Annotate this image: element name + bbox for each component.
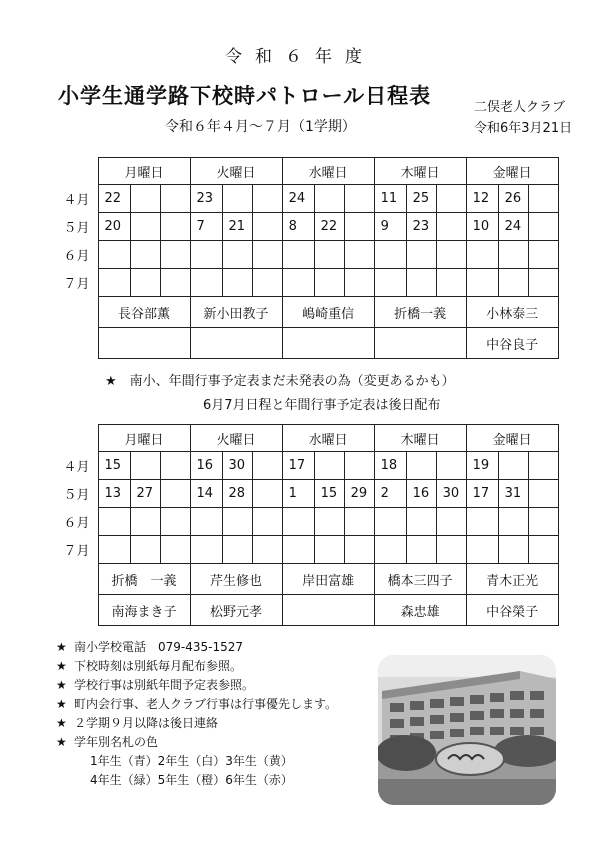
month-label: ７月 [44, 536, 98, 564]
date-cell [160, 452, 190, 480]
date-cell [406, 536, 436, 564]
date-cell: 30 [436, 480, 466, 508]
club-name: 二俣老人クラブ [474, 100, 566, 115]
patrol-member-name: 新小田教子 [190, 297, 282, 328]
date-cell [436, 213, 466, 241]
date-cell [528, 185, 558, 213]
month-row [44, 185, 558, 213]
day-header: 金曜日 [466, 158, 558, 185]
date-cell [130, 241, 160, 269]
date-cell [406, 508, 436, 536]
issue-date: 令和6年3月21日 [474, 121, 573, 136]
month-row [44, 213, 558, 241]
date-cell [282, 269, 314, 297]
star-icon: ★ [56, 716, 67, 730]
date-cell [222, 536, 252, 564]
date-cell [498, 536, 528, 564]
month-row [44, 480, 558, 508]
schedule-table-1 [44, 157, 559, 359]
note-item: ★ 南小学校電話 079-435-1527 [56, 638, 337, 657]
date-cell [436, 536, 466, 564]
date-cell [160, 213, 190, 241]
date-cell [314, 508, 344, 536]
date-cell [252, 480, 282, 508]
month-label: ７月 [44, 269, 98, 297]
patrol-member-name: 南海まき子 [98, 595, 190, 626]
date-cell: 23 [190, 185, 222, 213]
date-cell: 13 [98, 480, 130, 508]
date-cell: 23 [406, 213, 436, 241]
date-cell [252, 185, 282, 213]
day-header-row [44, 158, 558, 185]
patrol-member-name: 橋本三四子 [374, 564, 466, 595]
date-cell [344, 241, 374, 269]
patrol-member-name: 中谷榮子 [466, 595, 558, 626]
month-row [44, 241, 558, 269]
note-item: ★ 学校行事は別紙年間予定表参照。 [56, 676, 337, 695]
corner-cell [44, 425, 98, 452]
day-header: 金曜日 [466, 425, 558, 452]
date-cell [160, 241, 190, 269]
patrol-names-row [44, 595, 558, 626]
date-cell [436, 269, 466, 297]
date-cell [222, 185, 252, 213]
date-cell [252, 269, 282, 297]
date-cell: 16 [406, 480, 436, 508]
date-cell [436, 508, 466, 536]
note-item: ★ 学年別名札の色 [56, 733, 337, 752]
day-header: 木曜日 [374, 425, 466, 452]
date-cell [528, 213, 558, 241]
date-cell: 15 [314, 480, 344, 508]
date-cell: 21 [222, 213, 252, 241]
patrol-member-name: 折橋 一義 [98, 564, 190, 595]
date-cell [498, 452, 528, 480]
date-cell: 24 [282, 185, 314, 213]
date-cell: 25 [406, 185, 436, 213]
date-cell: 28 [222, 480, 252, 508]
date-cell [374, 241, 406, 269]
patrol-member-name: 青木正光 [466, 564, 558, 595]
date-cell [406, 452, 436, 480]
note-item: ★ 町内会行事、老人クラブ行事は行事優先します。 [56, 695, 337, 714]
date-cell [498, 241, 528, 269]
patrol-member-name: 松野元孝 [190, 595, 282, 626]
date-cell [374, 508, 406, 536]
patrol-member-name: 芹生修也 [190, 564, 282, 595]
date-cell [528, 452, 558, 480]
month-row [44, 452, 558, 480]
date-cell [436, 241, 466, 269]
corner-cell [44, 158, 98, 185]
date-cell [528, 508, 558, 536]
date-cell: 29 [344, 480, 374, 508]
date-cell [344, 508, 374, 536]
date-cell [406, 241, 436, 269]
patrol-member-name [98, 328, 190, 359]
date-cell [130, 508, 160, 536]
date-cell: 15 [98, 452, 130, 480]
patrol-member-name: 長谷部薫 [98, 297, 190, 328]
patrol-member-name: 森忠雄 [374, 595, 466, 626]
date-cell [130, 185, 160, 213]
date-cell: 19 [466, 452, 498, 480]
patrol-member-name [282, 595, 374, 626]
date-cell [190, 241, 222, 269]
spacer-cell [44, 595, 98, 626]
date-cell: 1 [282, 480, 314, 508]
patrol-member-name [282, 328, 374, 359]
date-cell [160, 480, 190, 508]
date-cell [436, 452, 466, 480]
schedule-body-1 [44, 158, 558, 359]
month-label: ５月 [44, 480, 98, 508]
star-icon: ★ [56, 640, 67, 654]
date-cell [344, 213, 374, 241]
patrol-member-name: 中谷良子 [466, 328, 558, 359]
date-cell: 9 [374, 213, 406, 241]
schedule-table-2 [44, 424, 559, 626]
date-cell: 24 [498, 213, 528, 241]
date-cell: 14 [190, 480, 222, 508]
date-cell: 22 [314, 213, 344, 241]
schedule-body-2 [44, 425, 558, 626]
notes-list [56, 638, 337, 790]
month-row [44, 269, 558, 297]
date-cell [344, 185, 374, 213]
page-title: 小学生通学路下校時パトロール日程表 [58, 84, 432, 108]
date-cell [528, 536, 558, 564]
day-header: 火曜日 [190, 425, 282, 452]
date-cell [130, 213, 160, 241]
date-cell [222, 269, 252, 297]
patrol-member-name: 岸田富雄 [282, 564, 374, 595]
patrol-names-row [44, 328, 558, 359]
date-cell [98, 241, 130, 269]
date-cell [190, 269, 222, 297]
date-cell: 30 [222, 452, 252, 480]
day-header: 火曜日 [190, 158, 282, 185]
date-cell [528, 269, 558, 297]
date-cell: 2 [374, 480, 406, 508]
patrol-member-name [374, 328, 466, 359]
spacer-cell [44, 297, 98, 328]
month-row [44, 508, 558, 536]
day-header: 木曜日 [374, 158, 466, 185]
patrol-member-name: 折橋一義 [374, 297, 466, 328]
date-cell: 22 [98, 185, 130, 213]
star-icon: ★ [56, 678, 67, 692]
date-cell [466, 536, 498, 564]
date-cell [190, 536, 222, 564]
date-cell [282, 508, 314, 536]
date-cell [98, 508, 130, 536]
date-cell [498, 269, 528, 297]
date-cell [344, 536, 374, 564]
note-item: ★ ２学期９月以降は後日連絡 [56, 714, 337, 733]
date-cell [160, 185, 190, 213]
day-header: 月曜日 [98, 158, 190, 185]
date-cell [160, 508, 190, 536]
note-item: ★ 下校時刻は別紙毎月配布参照。 [56, 657, 337, 676]
date-cell [374, 269, 406, 297]
date-cell [98, 536, 130, 564]
date-cell [406, 269, 436, 297]
month-label: ５月 [44, 213, 98, 241]
nametag-colors-2: 4年生（緑）5年生（橙）6年生（赤） [90, 773, 293, 787]
date-cell [98, 269, 130, 297]
spacer-cell [44, 564, 98, 595]
date-cell [160, 269, 190, 297]
date-cell: 27 [130, 480, 160, 508]
date-cell [344, 269, 374, 297]
star-icon: ★ [56, 659, 67, 673]
date-cell: 31 [498, 480, 528, 508]
star-icon: ★ [56, 735, 67, 749]
date-cell [314, 241, 344, 269]
term-subtitle: 令和６年４月～７月（1学期） [165, 119, 356, 135]
patrol-names-row [44, 297, 558, 328]
month-label: ４月 [44, 452, 98, 480]
date-cell: 17 [466, 480, 498, 508]
date-cell [466, 508, 498, 536]
date-cell [374, 536, 406, 564]
date-cell [222, 241, 252, 269]
era-title: 令和６年度 [225, 47, 375, 67]
day-header: 月曜日 [98, 425, 190, 452]
date-cell [252, 241, 282, 269]
date-cell [314, 185, 344, 213]
date-cell [222, 508, 252, 536]
date-cell [436, 185, 466, 213]
date-cell [160, 536, 190, 564]
date-cell: 20 [98, 213, 130, 241]
date-cell [314, 452, 344, 480]
date-cell [314, 269, 344, 297]
school-building-photo [378, 655, 556, 805]
date-cell [190, 508, 222, 536]
date-cell [466, 269, 498, 297]
spacer-cell [44, 328, 98, 359]
day-header: 水曜日 [282, 158, 374, 185]
date-cell [282, 536, 314, 564]
date-cell: 26 [498, 185, 528, 213]
date-cell: 12 [466, 185, 498, 213]
date-cell [252, 213, 282, 241]
date-cell: 10 [466, 213, 498, 241]
date-cell [282, 241, 314, 269]
date-cell: 8 [282, 213, 314, 241]
patrol-member-name: 小林泰三 [466, 297, 558, 328]
notice-line-1: ★ 南小、年間行事予定表まだ未発表の為（変更あるかも） [105, 374, 455, 389]
date-cell [528, 480, 558, 508]
day-header-row [44, 425, 558, 452]
month-row [44, 536, 558, 564]
date-cell: 11 [374, 185, 406, 213]
date-cell [252, 536, 282, 564]
date-cell: 16 [190, 452, 222, 480]
star-icon: ★ [56, 697, 67, 711]
date-cell [466, 241, 498, 269]
date-cell [498, 508, 528, 536]
day-header: 水曜日 [282, 425, 374, 452]
date-cell [130, 536, 160, 564]
date-cell [130, 452, 160, 480]
date-cell [314, 536, 344, 564]
date-cell [528, 241, 558, 269]
date-cell [130, 269, 160, 297]
nametag-colors-1: 1年生（青）2年生（白）3年生（黄） [90, 754, 293, 768]
date-cell: 17 [282, 452, 314, 480]
patrol-names-row [44, 564, 558, 595]
date-cell [252, 508, 282, 536]
month-label: ４月 [44, 185, 98, 213]
notice-line-2: 6月7月日程と年間行事予定表は後日配布 [203, 398, 441, 413]
patrol-member-name: 嶋崎重信 [282, 297, 374, 328]
date-cell: 18 [374, 452, 406, 480]
date-cell: 7 [190, 213, 222, 241]
month-label: ６月 [44, 508, 98, 536]
date-cell [252, 452, 282, 480]
date-cell [344, 452, 374, 480]
patrol-member-name [190, 328, 282, 359]
month-label: ６月 [44, 241, 98, 269]
